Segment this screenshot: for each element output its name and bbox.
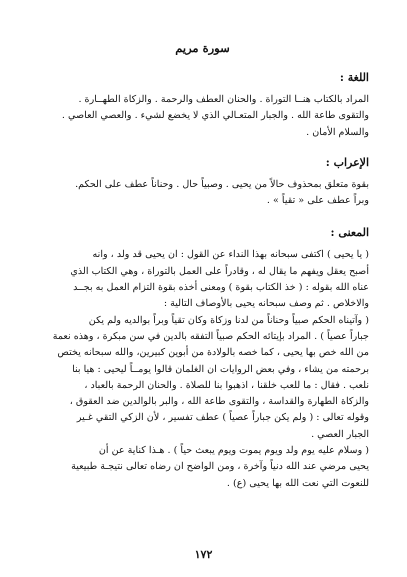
surah-title: سورة مريم: [175, 41, 230, 55]
text-line: والاخلاص . ثم وصف سبحانه يحيى بالأوصاف التالية :: [163, 298, 369, 310]
text-line: والتقوى طاعة الله . والجبار المتعـالي الذي لا يخضع لشيء . والعصي العاصي .: [61, 110, 369, 122]
section-heading-irab: الإعراب :: [325, 155, 369, 169]
text-line: جباراً عصياً ) . المراد بإيتائه الحكم صبياً التفقه بالدين في سن مبكرة ، وهذه نعمة: [52, 330, 369, 342]
page-number: ١٧٢: [194, 548, 213, 561]
text-line: والسلام الأمان .: [306, 126, 369, 138]
text-line: ( وآتيناه الحكم صبياً وحناناً من لدنا وزكاة وكان تقياً وبراً بوالديه ولم يكن: [88, 314, 369, 326]
paragraph-lugha: [36, 92, 369, 141]
section-lugha: [36, 70, 369, 141]
text-line: ( يا يحيى ) اكتفى سبحانه بهذا النداء عن القول : ان يحيى قد ولد ، وانه: [92, 249, 369, 261]
text-line: للنعوت التي نعت الله بها يحيى (ع) .: [226, 477, 369, 489]
text-line: الجبار العصي .: [311, 428, 369, 440]
section-heading-lugha: اللغة :: [339, 71, 369, 84]
section-heading-maana: المعنى :: [330, 226, 369, 240]
text-line: وبراً عطف على « تقياً » .: [266, 195, 369, 207]
section-maana: [36, 225, 369, 491]
paragraph-irab: [36, 177, 369, 210]
section-irab: [36, 155, 369, 210]
text-line: والزكاة الطهارة والقداسة ، والتقوى طاعة الله ، والبر بالوالدين ضد العقوق ،: [69, 396, 369, 408]
text-line: أصبح يعقل ويفهم ما يقال له ، وقادراً على العمل بالتوراة ، وهي الكتاب الذي: [70, 265, 369, 277]
text-line: المراد بالكتاب هنــا التوراة . والحنان العطف والرحمة . والزكاة الطهــارة .: [78, 94, 369, 105]
text-line: بقوة متعلق بمحذوف حالاً من يحيى . وصبياً حال . وحناناً عطف على الحكم.: [75, 178, 369, 190]
paragraph-maana: [36, 247, 369, 491]
text-line: برحمته من يشاء ، وفي بعض الروايات ان الغلمان قالوا يومــاً ليحيى : هيا بنا: [72, 363, 369, 375]
text-line: عناه الله بقوله : ( خذ الكتاب بقوة ) ومعنى أخذه بقوة التزام العمل به بجــد: [73, 282, 369, 294]
text-line: يحيى مرضي عند الله دنياً وآخرة ، ومن الواضح ان رضاه تعالى نتيجـة طبيعية: [71, 461, 369, 473]
text-line: ( وسلام عليه يوم ولد ويوم يموت ويوم يبعث حياً ) . هـذا كناية عن أن: [98, 445, 369, 457]
text-line: وقوله تعالى : ( ولم يكن جباراً عصياً ) عطف تفسير ، لأن الزكي التقي غـير: [76, 412, 369, 424]
text-line: نلعب . فقال : ما للعب خلقنا ، اذهبوا بنا للصلاة . والحنان الرحمة بالعباد ،: [84, 379, 369, 391]
text-line: من الله خص بها يحيى ، كما خصه بالولادة من أبوين كبيرين، والله سبحانه يختص: [57, 347, 369, 359]
